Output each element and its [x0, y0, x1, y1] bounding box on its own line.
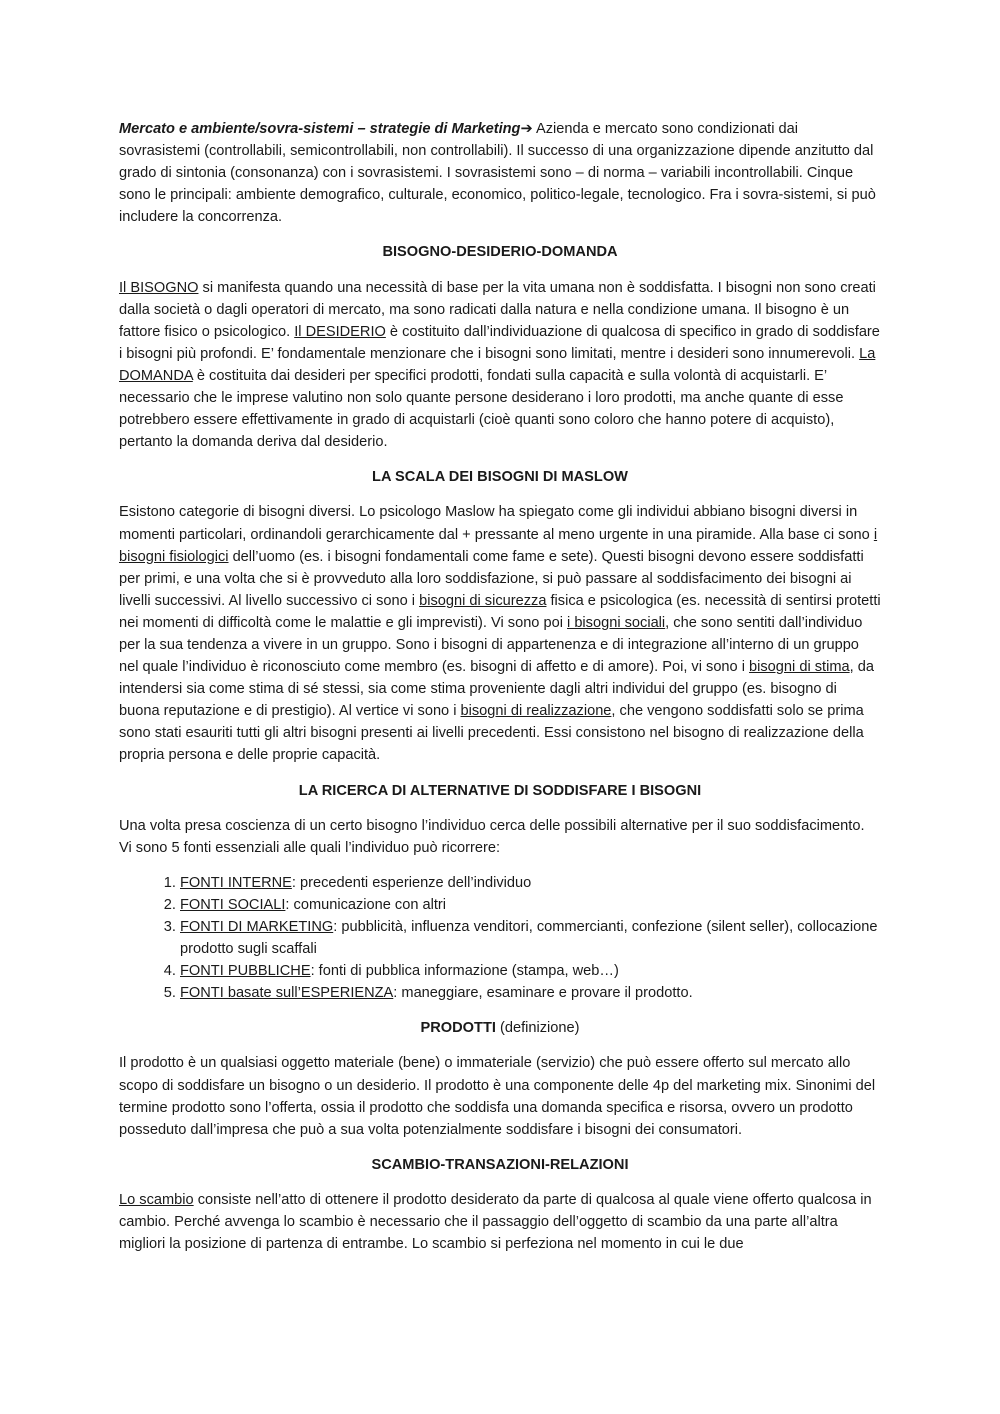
- section-heading-alternative: LA RICERCA DI ALTERNATIVE DI SODDISFARE I BISOGNI: [298, 782, 702, 799]
- scambio-paragraph: Lo scambio consiste nell’atto di ottenere il prodotto desiderato da parte di qualcosa al quale viene offerto qualcosa in cambio. Perché avvenga lo scambio è necessario che il passaggio dell’oggetto di scambio da una parte all’altra migliori la posizione di partenza di entrambe. Lo scambio si perfeziona nel momento in cui le due: [119, 1191, 872, 1253]
- intro-paragraph: [119, 118, 881, 228]
- term-fisiologici: i bisogni fisiologici: [119, 526, 878, 565]
- section-heading-scambio: SCAMBIO-TRANSAZIONI-RELAZIONI: [371, 1156, 629, 1173]
- maslow-paragraph: Esistono categorie di bisogni diversi. Lo psicologo Maslow ha spiegato come gli individui abbiano bisogni diversi in momenti particolari, ordinandoli gerarchicamente dal + pressante al meno urgente in una piramide. Alla base ci sono i bisogni fisiologici dell’uomo (es. i bisogni fondamentali come fame e sete). Questi bisogni devono essere soddisfatti per primi, e una volta che si è provveduto alla loro soddisfazione, si può passare al soddisfacimento dei bisogni ai livelli successivi. Al livello successivo ci sono i bisogni di sicurezza fisica e psicologica (es. necessità di sentirsi protetti nei momenti di difficoltà come le malattie e gli imprevisti). Vi sono poi i bisogni sociali, che sono sentiti dall’individuo per la sua tendenza a vivere in un gruppo. Sono i bisogni di appartenenza e di integrazione all’interno di un gruppo nel quale l’individuo è riconosciuto come membro (es. bisogni di affetto e di amore). Poi, vi sono i bisogni di stima, da intendersi sia come stima di sé stessi, sia come stima proveniente dagli altri individui del gruppo (es. bisogno di buona reputazione e di prestigio). Al vertice vi sono i bisogni di realizzazione, che vengono soddisfatti solo se prima sono stati esauriti tutti gli altri bisogni presenti ai livelli precedenti. Essi consistono nel bisogno di realizzazione della propria persona e delle proprie capacità.: [119, 504, 881, 764]
- list-item: 2. FONTI SOCIALI: comunicazione con altri: [180, 894, 881, 916]
- term-desiderio: Il DESIDERIO: [294, 323, 386, 340]
- term-realizzazione: bisogni di realizzazione: [460, 703, 612, 720]
- list-item: 3. FONTI DI MARKETING: pubblicità, influenza venditori, commercianti, confezione (silent seller), collocazione prodotto sugli scaffali: [180, 916, 881, 960]
- term-sicurezza: bisogni di sicurezza: [419, 592, 547, 609]
- document-page: [119, 118, 881, 1268]
- fonti-list: [119, 872, 881, 1005]
- term-sociali: i bisogni sociali: [567, 614, 666, 631]
- intro-text: Azienda e mercato sono condizionati dai sovrasistemi (controllabili, semicontrollabili, non controllabili). Il successo di una organizzazione dipende anzitutto dal grado di sintonia (consonanza) con i sovrasistemi. I sovrasistemi sono – di norma – variabili incontrollabili. Cinque sono le principali: ambiente demografico, culturale, economico, politico-legale, tecnologico. Fra i sovra-sistemi, si può includere la concorrenza.: [119, 121, 876, 226]
- section-heading-maslow: LA SCALA DEI BISOGNI DI MASLOW: [372, 469, 628, 486]
- term-domanda: La DOMANDA: [119, 345, 876, 384]
- section-heading-prodotti: PRODOTTI (definizione): [420, 1020, 580, 1037]
- intro-title: Mercato e ambiente/sovra-sistemi – strategie di Marketing: [119, 121, 521, 137]
- term-bisogno: Il BISOGNO: [119, 279, 199, 296]
- list-item: 5. FONTI basate sull’ESPERIENZA: maneggiare, esaminare e provare il prodotto.: [180, 982, 881, 1004]
- prodotti-paragraph: Il prodotto è un qualsiasi oggetto materiale (bene) o immateriale (servizio) che può essere offerto sul mercato allo scopo di soddisfare un bisogno o un desiderio. Il prodotto è una componente delle 4p del marketing mix. Sinonimi del termine prodotto sono l’offerta, ossia il prodotto che soddisfa una domanda specifica e risorsa, ovvero un prodotto posseduto dall’impresa che può a sua volta potenzialmente soddisfare i bisogni dei consumatori.: [119, 1055, 876, 1138]
- term-scambio: Lo scambio: [119, 1191, 194, 1208]
- arrow-icon: ➔: [520, 121, 533, 137]
- section-heading-bisogno: BISOGNO-DESIDERIO-DOMANDA: [382, 244, 618, 261]
- list-item: 4. FONTI PUBBLICHE: fonti di pubblica informazione (stampa, web…): [180, 960, 881, 982]
- term-stima: bisogni di stima: [749, 659, 850, 676]
- bisogno-paragraph: Il BISOGNO si manifesta quando una necessità di base per la vita umana non è soddisfatta. I bisogni non sono creati dalla società o dagli operatori di mercato, ma sono radicati dalla natura e nella condizione umana. Il bisogno è un fattore fisico o psicologico. Il DESIDERIO è costituito dall’individuazione di qualcosa di specifico in grado di soddisfare i bisogni più profondi. E’ fondamentale menzionare che i bisogni sono limitati, mentre i desideri sono innumerevoli. La DOMANDA è costituita dai desideri per specifici prodotti, fondati sulla capacità e sulla volontà di acquistarli. E’ necessario che le imprese valutino non solo quante persone desiderano i loro prodotti, ma anche quante di esse potrebbero essere effettivamente in grado di acquistarli (cioè quanti sono coloro che hanno potere di acquisto), pertanto la domanda deriva dal desiderio.: [119, 279, 880, 451]
- list-item: 1. FONTI INTERNE: precedenti esperienze dell’individuo: [180, 872, 881, 894]
- alternative-paragraph: Una volta presa coscienza di un certo bisogno l’individuo cerca delle possibili alternative per il suo soddisfacimento. Vi sono 5 fonti essenziali alle quali l’individuo può ricorrere:: [119, 817, 865, 856]
